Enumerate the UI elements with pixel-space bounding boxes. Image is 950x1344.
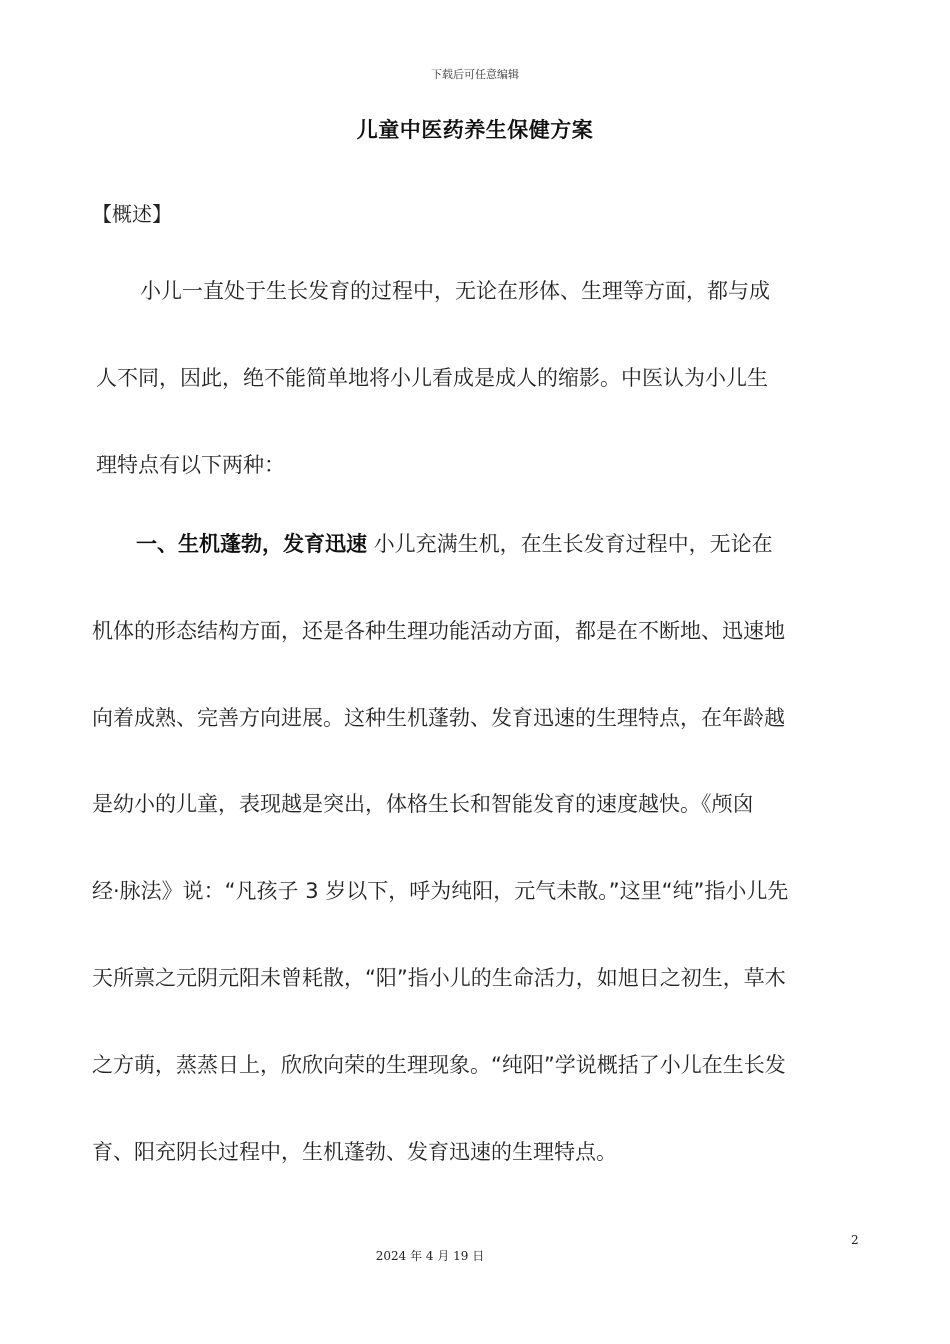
point1-line-2: 机体的形态结构方面，还是各种生理功能活动方面，都是在不断地、迅速地 (92, 619, 785, 643)
point1-heading: 一、生机蓬勃，发育迅速 (136, 532, 367, 556)
point1-line-8: 育、阳充阴长过程中，生机蓬勃、发育迅速的生理特点。 (92, 1140, 617, 1164)
point1-first-line (136, 529, 773, 559)
point1-first-line-text: 小儿充满生机，在生长发育过程中，无论在 (373, 532, 773, 556)
document-title: 儿童中医药养生保健方案 (356, 118, 594, 142)
intro-line-1: 小儿一直处于生长发育的过程中，无论在形体、生理等方面，都与成 (140, 279, 770, 303)
header-note: 下载后可任意编辑 (431, 68, 519, 81)
intro-line-2: 人不同，因此，绝不能简单地将小儿看成是成人的缩影。中医认为小儿生 (96, 366, 768, 390)
section-label-overview: 【概述】 (92, 202, 172, 226)
page-number: 2 (851, 1233, 859, 1247)
point1-line-4: 是幼小的儿童，表现越是突出，体格生长和智能发育的速度越快。《颅囟 (92, 792, 754, 816)
intro-line-3: 理特点有以下两种： (96, 453, 285, 477)
point1-line-5: 经·脉法》说：“凡孩子 3 岁以下，呼为纯阳，元气未散。”这里“纯”指小儿先 (92, 879, 789, 903)
footer-date: 2024 年 4 月 19 日 (375, 1249, 485, 1263)
point1-line-3: 向着成熟、完善方向进展。这种生机蓬勃、发育迅速的生理特点，在年龄越 (92, 706, 785, 730)
point1-line-6: 天所禀之元阴元阳未曾耗散，“阳”指小儿的生命活力，如旭日之初生，草木 (92, 966, 786, 990)
point1-line-7: 之方萌，蒸蒸日上，欣欣向荣的生理现象。“纯阳”学说概括了小儿在生长发 (92, 1053, 786, 1077)
